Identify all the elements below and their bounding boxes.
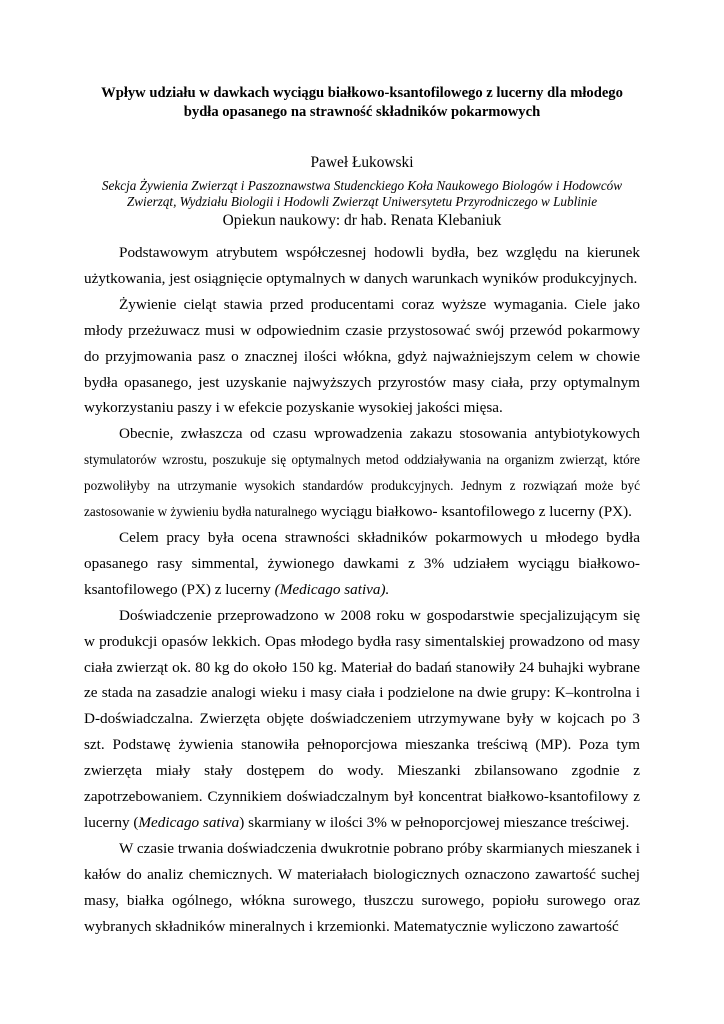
body-text [84, 240, 640, 939]
paper-title [80, 84, 644, 122]
paragraph-3 [84, 421, 640, 525]
paragraph-5-species: Medicago sativa [138, 813, 240, 831]
paragraph-3-small-text: stymulatorów wzrostu, poszukuje się optymalnych metod oddziaływania na organizm zwierząt, które pozwoliłyby na utrzymanie wysokich standardów produkcyjnych. Jednym z rozwiązań może być zastosowanie w żywieniu bydła naturalnego [84, 452, 640, 520]
title-line-2: bydła opasanego na strawność składników pokarmowych [183, 104, 541, 120]
paragraph-4 [84, 525, 640, 603]
paragraph-3-end: wyciągu białkowo- ksantofilowego z lucerny (PX). [316, 503, 632, 521]
paragraph-5-text: Doświadczenie przeprowadzono w 2008 roku w gospodarstwie specjalizującym się w produkcji opasów lekkich. Opas młodego bydła rasy simentalskiej prowadzono od masy ciała zwierząt ok. 80 kg do około 150 kg. Materiał do badań stanowiły 24 buhajki wybrane ze stada na zasadzie analogi wieku i masy ciała i podzielone na dwie grupy: K–kontrolna i D-doświadczalna. Zwierzęta objęte doświadczeniem utrzymywane były w kojcach po 3 szt. Podstawę żywienia stanowiła pełnoporcjowa mieszanka treściwą (MP). Poza tym zwierzęta miały stały dostępem do wody. Mieszanki zbilansowano zgodnie z zapotrzebowaniem. Czynnikiem doświadczalnym był koncentrat białkowo-ksantofilowy z lucerny ( [84, 606, 640, 831]
paragraph-6: W czasie trwania doświadczenia dwukrotnie pobrano próby skarmianych mieszanek i kałów do analiz chemicznych. W materiałach biologicznych oznaczono zawartość suchej masy, białka ogólnego, włókna surowego, tłuszczu surowego, popiołu surowego oraz wybranych składników mineralnych i krzemionki. Matematycznie wyliczono zawartość [84, 839, 640, 935]
paragraph-4-text: Celem pracy była ocena strawności składników pokarmowych u młodego bydła opasanego rasy simmental, żywionego dawkami z 3% udziałem wyciągu białkowo-ksantofilowego (PX) z lucerny [84, 528, 640, 598]
paragraph-3-intro: Obecnie, zwłaszcza od czasu wprowadzenia zakazu stosowania antybiotykowych [119, 425, 640, 443]
author-affiliation [86, 178, 638, 210]
paragraph-1: Podstawowym atrybutem współczesnej hodowli bydła, bez względu na kierunek użytkowania, jest osiągnięcie optymalnych w danych warunkach wyników produkcyjnych. [84, 244, 640, 287]
paragraph-2: Żywienie cieląt stawia przed producentami coraz wyższe wymagania. Ciele jako młody przeżuwacz musi w odpowiednim czasie przystosować swój przewód pokarmowy do przyjmowania pasz o znacznej ilości włókna, gdyż najważniejszym celem w chowie bydła opasanego, jest uzyskanie najwyższych przyrostów masy ciała, przy optymalnym wykorzystaniu paszy i w efekcie pozyskanie wysokiej jakości mięsa. [84, 295, 640, 417]
affiliation-line-1: Sekcja Żywienia Zwierząt i Paszoznawstwa Studenckiego Koła Naukowego Biologów i Hodowców [101, 178, 623, 193]
paragraph-5-end: ) skarmiany w ilości 3% w pełnoporcjowej mieszance treściwej. [239, 813, 630, 831]
supervisor: Opiekun naukowy: dr hab. Renata Klebaniuk [222, 212, 502, 229]
paragraph-5 [84, 603, 640, 836]
title-line-1: Wpływ udziału w dawkach wyciągu białkowo-ksantofilowego z lucerny dla młodego [101, 85, 623, 101]
paragraph-4-species: (Medicago sativa). [274, 580, 390, 598]
affiliation-line-2: Zwierząt, Wydziału Biologii i Hodowli Zwierząt Uniwersytetu Przyrodniczego w Lublinie [126, 194, 598, 209]
author-name: Paweł Łukowski [310, 154, 414, 171]
